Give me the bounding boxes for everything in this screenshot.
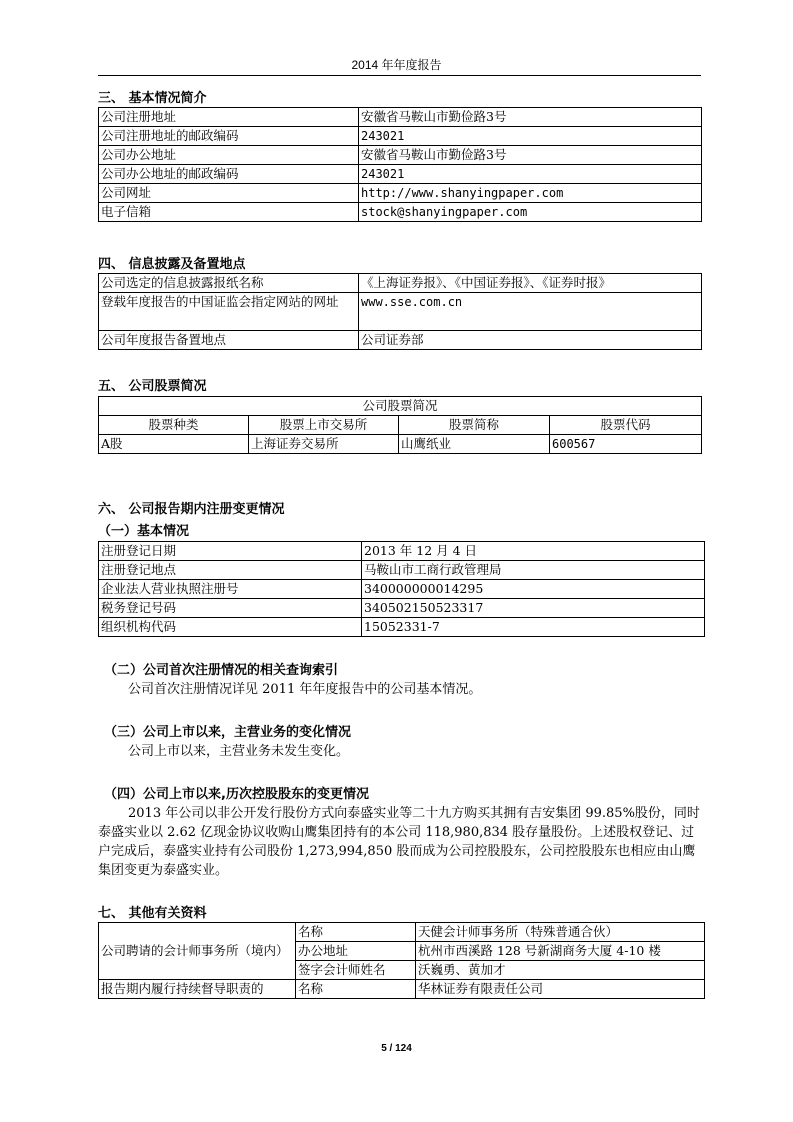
table-header-row [99, 416, 702, 435]
label-cell: 企业法人营业执照注册号 [99, 580, 362, 599]
value-cell: 2013 年 12 月 4 日 [362, 542, 705, 561]
label-cell: 公司网址 [99, 184, 359, 203]
stock-code-cell: 600567 [550, 435, 702, 454]
label-cell: 税务登记号码 [99, 599, 362, 618]
disclosure-table [98, 273, 702, 350]
column-header: 股票代码 [550, 416, 702, 435]
value-cell: 公司证券部 [359, 331, 702, 350]
value-cell: 华林证券有限责任公司 [416, 980, 705, 999]
label-cell: 名称 [296, 980, 416, 999]
value-cell: 243021 [359, 165, 702, 184]
label-cell: 登载年度报告的中国证监会指定网站的网址 [99, 293, 359, 331]
table-row [99, 127, 702, 146]
label-cell: 注册登记地点 [99, 561, 362, 580]
value-cell: 340502150523317 [362, 599, 705, 618]
table-row [99, 618, 705, 637]
column-header: 股票简称 [399, 416, 550, 435]
table-row [99, 165, 702, 184]
value-cell: 安徽省马鞍山市勤俭路3号 [359, 146, 702, 165]
section6-sub3-heading: （三）公司上市以来，主营业务的变化情况 [104, 725, 352, 740]
value-cell: 安徽省马鞍山市勤俭路3号 [359, 108, 702, 127]
section6-heading: 六、 公司报告期内注册变更情况 [98, 502, 285, 517]
exchange-cell: 上海证券交易所 [249, 435, 399, 454]
section6-sub2-text: 公司首次注册情况详见 2011 年年度报告中的公司基本情况。 [128, 682, 482, 697]
table-row [99, 561, 705, 580]
table-row [99, 146, 702, 165]
label-cell: 公司办公地址的邮政编码 [99, 165, 359, 184]
value-cell: 《上海证券报》、《中国证券报》、《证券时报》 [359, 274, 702, 293]
other-info-table [98, 922, 705, 999]
value-cell: 马鞍山市工商行政管理局 [362, 561, 705, 580]
label-cell: 公司选定的信息披露报纸名称 [99, 274, 359, 293]
table-row [99, 274, 702, 293]
label-cell: 组织机构代码 [99, 618, 362, 637]
value-cell: 15052331-7 [362, 618, 705, 637]
column-header: 股票种类 [99, 416, 249, 435]
label-cell: 公司年度报告备置地点 [99, 331, 359, 350]
label-cell: 签字会计师姓名 [296, 961, 416, 980]
website-link[interactable]: www.sse.com.cn [359, 293, 702, 331]
stock-type-cell: A股 [99, 435, 249, 454]
stock-name-cell: 山鹰纸业 [399, 435, 550, 454]
table-row [99, 184, 702, 203]
column-header: 股票上市交易所 [249, 416, 399, 435]
accounting-firm-label: 公司聘请的会计师事务所（境内） [99, 923, 296, 980]
value-cell: 243021 [359, 127, 702, 146]
table-row [99, 293, 702, 331]
section6-sub4-heading: （四）公司上市以来,历次控股股东的变更情况 [104, 787, 369, 802]
value-cell: 天健会计师事务所（特殊普通合伙） [416, 923, 705, 942]
section6-sub4-text: 2013 年公司以非公开发行股份方式向泰盛实业等二十九方购买其拥有吉安集团 99.85%股份，同时泰盛实业以 2.62 亿现金协议收购山鹰集团持有的本公司 118,980,834 股存量股份。上述股权登记、过户完成后，泰盛实业持有公司股份 1,273,994,850 股而成为公司控股股东，公司控股股东也相应由山鹰集团变更为泰盛实业。 [98, 806, 700, 878]
email-link[interactable]: stock@shanyingpaper.com [359, 203, 702, 222]
value-cell: 沃巍勇、黄加才 [416, 961, 705, 980]
section6-sub3-text: 公司上市以来，主营业务未发生变化。 [128, 744, 350, 759]
sponsor-label: 报告期内履行持续督导职责的 [99, 980, 296, 999]
website-link[interactable]: http://www.shanyingpaper.com [359, 184, 702, 203]
table-row [99, 331, 702, 350]
section5-heading: 五、 公司股票简况 [98, 379, 207, 394]
table-title: 公司股票简况 [99, 397, 702, 416]
stock-table [98, 396, 702, 454]
label-cell: 电子信箱 [99, 203, 359, 222]
page-number: 5 / 124 [381, 1043, 412, 1054]
label-cell: 公司办公地址 [99, 146, 359, 165]
value-cell: 杭州市西溪路 128 号新湖商务大厦 4-10 楼 [416, 942, 705, 961]
table-row [99, 580, 705, 599]
table-row [99, 435, 702, 454]
table-row [99, 108, 702, 127]
table-row [99, 542, 705, 561]
page-header-title: 2014 年年度报告 [351, 58, 442, 72]
section4-heading: 四、 信息披露及备置地点 [98, 257, 246, 272]
table-row [99, 980, 705, 999]
label-cell: 注册登记日期 [99, 542, 362, 561]
section3-heading: 三、 基本情况简介 [98, 91, 207, 106]
basic-info-table [98, 107, 702, 222]
table-row [99, 203, 702, 222]
registration-table [98, 541, 705, 637]
label-cell: 名称 [296, 923, 416, 942]
label-cell: 公司注册地址的邮政编码 [99, 127, 359, 146]
value-cell: 340000000014295 [362, 580, 705, 599]
header-divider [98, 75, 701, 76]
table-row [99, 599, 705, 618]
section6-sub1-heading: （一）基本情况 [98, 524, 190, 539]
section6-sub2-heading: （二）公司首次注册情况的相关查询索引 [104, 663, 339, 678]
table-title-row [99, 397, 702, 416]
label-cell: 办公地址 [296, 942, 416, 961]
section7-heading: 七、 其他有关资料 [98, 906, 207, 921]
table-row [99, 923, 705, 942]
label-cell: 公司注册地址 [99, 108, 359, 127]
